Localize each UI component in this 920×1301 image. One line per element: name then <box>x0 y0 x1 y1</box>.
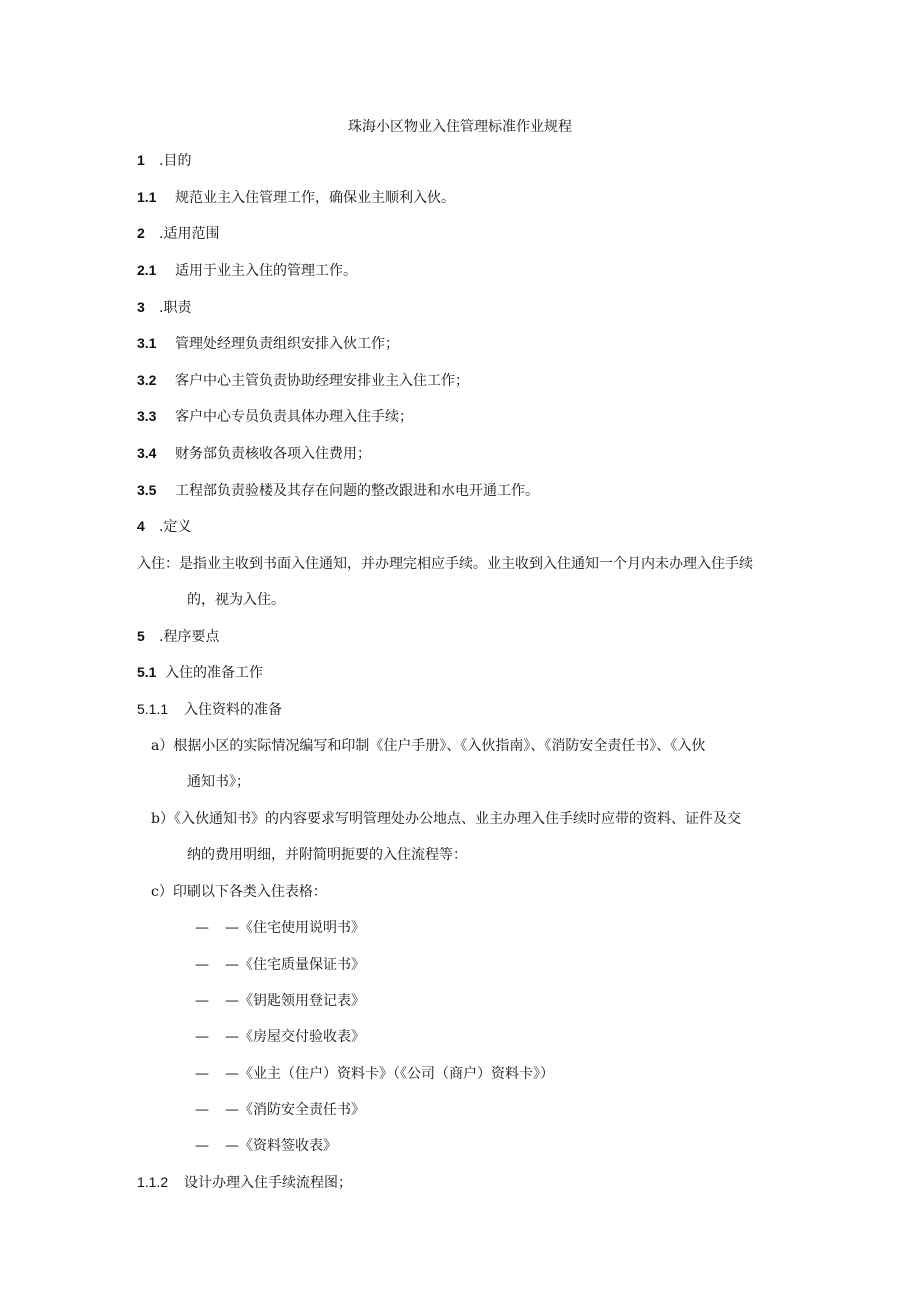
form-name: —《消防安全责任书》 <box>225 1102 365 1118</box>
clause-2-1 <box>137 260 357 280</box>
form-list-item <box>195 917 365 937</box>
section-label: .目的 <box>159 153 192 169</box>
form-list-item <box>195 1063 554 1083</box>
dash: — <box>195 1066 209 1082</box>
section-3-heading <box>137 297 191 317</box>
clause-number: 3.4 <box>137 445 157 461</box>
form-list-item <box>195 954 365 974</box>
form-name: —《住宅使用说明书》 <box>225 920 365 936</box>
section-1-heading <box>137 150 191 170</box>
form-name: —《资料签收表》 <box>225 1138 337 1154</box>
section-2-heading <box>137 223 219 243</box>
item-c: c）印刷以下各类入住表格： <box>151 884 327 900</box>
definition-line-1: 入住：是指业主收到书面入住通知，并办理完相应手续。业主收到入住通知一个月内未办理入住手续 <box>137 556 753 572</box>
item-b-line-1: b）《入伙通知书》的内容要求写明管理处办公地点、业主办理入住手续时应带的资料、证件及交 <box>151 811 741 827</box>
clause-number: 3.5 <box>137 482 157 498</box>
clause-number: 3.3 <box>137 408 157 424</box>
form-name: —《房屋交付验收表》 <box>225 1029 365 1045</box>
section-label: .定义 <box>159 519 192 535</box>
section-number: 3 <box>137 299 145 315</box>
clause-number: 1.1 <box>137 189 157 205</box>
form-name: —《住宅质量保证书》 <box>225 957 365 973</box>
dash: — <box>195 920 209 936</box>
form-list-item <box>195 990 365 1010</box>
clause-5-1-1 <box>137 699 282 719</box>
clause-5-1 <box>137 662 263 682</box>
section-number: 2 <box>137 225 145 241</box>
section-number: 4 <box>137 518 145 534</box>
section-4-heading <box>137 516 191 536</box>
section-label: .程序要点 <box>159 629 220 645</box>
clause-text: 客户中心专员负责具体办理入住手续； <box>175 409 413 425</box>
clause-number: 2.1 <box>137 262 157 278</box>
dash: — <box>195 1102 209 1118</box>
form-list-item <box>195 1135 337 1155</box>
form-list-item <box>195 1099 365 1119</box>
item-a-line-1: a）根据小区的实际情况编写和印制《住户手册》、《入伙指南》、《消防安全责任书》、《入伙 <box>151 738 706 754</box>
section-label: .职责 <box>159 300 192 316</box>
clause-number: 5.1 <box>137 664 157 680</box>
clause-text: 财务部负责核收各项入住费用； <box>175 446 371 462</box>
dash: — <box>195 1029 209 1045</box>
clause-number: 3.2 <box>137 372 157 388</box>
definition-line-2: 的，视为入住。 <box>187 592 285 608</box>
form-name: —《业主（住户）资料卡》（《公司（商户）资料卡》） <box>225 1066 554 1082</box>
section-5-heading <box>137 626 219 646</box>
item-a-line-2: 通知书》； <box>187 774 250 790</box>
clause-text: 管理处经理负责组织安排入伙工作； <box>175 336 399 352</box>
clause-3-1 <box>137 333 399 353</box>
clause-text: 客户中心主管负责协助经理安排业主入住工作； <box>175 373 469 389</box>
clause-3-2 <box>137 370 469 390</box>
clause-number: 3.1 <box>137 335 157 351</box>
clause-text: 入住的准备工作 <box>165 665 263 681</box>
clause-3-4 <box>137 443 371 463</box>
clause-number: 1.1.2 <box>137 1174 169 1190</box>
section-label: .适用范围 <box>159 226 220 242</box>
form-list-item <box>195 1026 365 1046</box>
clause-text: 入住资料的准备 <box>184 702 282 718</box>
dash: — <box>195 993 209 1009</box>
clause-1-1 <box>137 187 455 207</box>
document-title: 珠海小区物业入住管理标准作业规程 <box>348 119 572 135</box>
clause-text: 设计办理入住手续流程图； <box>184 1175 352 1191</box>
clause-1-1-2 <box>137 1172 352 1192</box>
clause-3-3 <box>137 406 413 426</box>
dash: — <box>195 957 209 973</box>
clause-text: 适用于业主入住的管理工作。 <box>175 263 357 279</box>
form-name: —《钥匙领用登记表》 <box>225 993 365 1009</box>
clause-text: 工程部负责验楼及其存在问题的整改跟进和水电开通工作。 <box>175 483 539 499</box>
item-b-line-2: 纳的费用明细，并附简明扼要的入住流程等： <box>187 847 467 863</box>
section-number: 1 <box>137 152 145 168</box>
clause-3-5 <box>137 480 539 500</box>
dash: — <box>195 1138 209 1154</box>
clause-number: 5.1.1 <box>137 701 169 717</box>
clause-text: 规范业主入住管理工作，确保业主顺利入伙。 <box>175 190 455 206</box>
section-number: 5 <box>137 628 145 644</box>
